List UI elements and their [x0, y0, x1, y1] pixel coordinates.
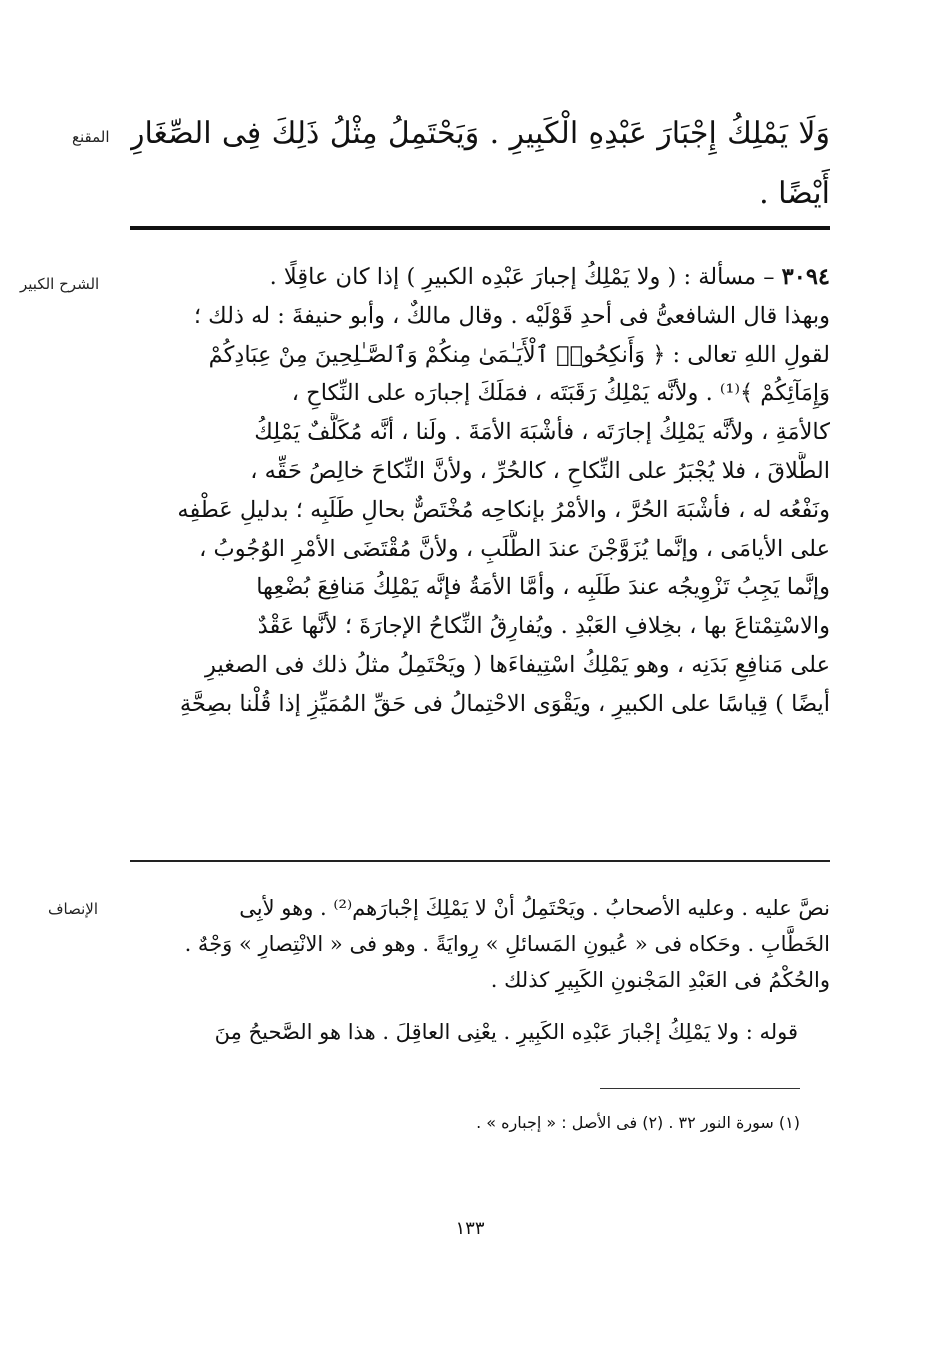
label-muqni: المقنع [72, 128, 110, 146]
section-divider [130, 860, 830, 862]
sharh-line: أيضًا ) قِياسًا على الكبيرِ ، ويَقْوَى الاحْتِمالُ فى حَقِّ المُمَيِّزِ إذا قُلْنا بصِحَّةِ [179, 690, 830, 717]
sharh-line: على مَنافِعِ بَدَنِه ، وهو يَمْلِكُ اسْتِيفاءَها ( ويَحْتَمِلُ مثلُ ذلك فى الصغيرِ [205, 651, 830, 678]
footnote-divider [600, 1088, 800, 1089]
insaf-line: نصَّ عليه . وعليه الأصحابُ . ويَحْتَمِلُ أنْ لا يَمْلِكَ إجْبارَهم⁽²⁾ . وهو لأبِى [239, 896, 830, 920]
issue-heading: – مسألة : ( ولا يَمْلِكُ إجبارَ عَبْدِه الكبيرِ ) إذا كان عاقِلًا . [269, 264, 782, 290]
sharh-line: والاسْتِمْتاعَ بها ، بخِلافِ العَبْدِ . ويُفارِقُ النِّكاحُ الإجارَةَ ؛ لأنَّها عَقْدٌ [257, 613, 830, 640]
insaf-text [130, 890, 830, 1050]
section-divider [130, 226, 830, 230]
insaf-line: والحُكْمُ فى العَبْدِ المَجْنونِ الكَبِيرِ كذلك . [490, 968, 830, 992]
matn-line: أَيْضًا . [759, 176, 830, 211]
label-insaf: الإنصاف [48, 900, 99, 918]
sharh-line: على الأيامَى ، وإنَّما يُزَوَّجْنَ عندَ الطَّلَبِ ، ولأنَّ مُقْتَضَى الأمْرِ الوُجُوبُ ، [199, 535, 830, 562]
insaf-line: الخَطَّابِ . وحَكاه فى « عُيونِ المَسائلِ » رِوايَةً . وهو فى « الانْتِصارِ » وَجْهٌ . [184, 932, 830, 956]
sharh-first-line [130, 258, 830, 297]
page-number: ١٣٣ [455, 1218, 485, 1239]
footnote: (١) سورة النور ٣٢ . [668, 1113, 800, 1132]
sharh-line: لقولِ اللهِ تعالى : ﴿ وَأَنكِحُوا۟ ٱلْأَيَـٰمَىٰ مِنكُمْ وَٱلصَّـٰلِحِينَ مِنْ عِبَادِكُمْ [208, 341, 830, 368]
sharh-line: وبهذا قال الشافعىُّ فى أحدِ قَوْلَيْه . وقال مالكٌ ، وأبو حنيفةَ : له ذلك ؛ [193, 302, 830, 329]
footnotes [300, 1106, 800, 1140]
paragraph-gap [130, 998, 830, 1014]
insaf-line: قوله : ولا يَمْلِكُ إجْبارَ عَبْدِه الكَبِيرِ . يعْنِى العاقِلَ . هذا هو الصَّحيحُ مِنَ [214, 1020, 798, 1044]
footnote: (٢) فى الأصل : « إجباره » . [476, 1113, 664, 1132]
sharh-line: وإنَّما يَجِبُ تَزْوِيجُه عندَ طَلَبِه ، وأمَّا الأمَةُ فإنَّه يَمْلِكُ مَنافِعَ بُضْعِها [256, 574, 830, 601]
sharh-line: وَإِمَآئِكُمْ ﴾⁽¹⁾ . ولأنَّه يَمْلِكُ رَقَبَتَه ، فمَلَكَ إجبارَه على النِّكاحِ ، [291, 380, 830, 407]
sharh-line: ونَفْعُه له ، فأشْبَهَ الحُرَّ ، والأمْرُ بإنكاحِه مُخْتَصٌّ بحالِ طَلَبِه ؛ بدليلِ عَطْفِه [177, 496, 830, 523]
matn-line: وَلَا يَمْلِكُ إِجْبَارَ عَبْدِهِ الْكَبِيرِ . وَيَحْتَمِلُ مِثْلُ ذَلِكَ فِى الصِّغَارِ [130, 116, 830, 151]
label-sharh: الشرح الكبير [20, 275, 100, 293]
issue-number: ٣٠٩٤ [781, 264, 830, 290]
matn-text [130, 104, 830, 224]
sharh-text [130, 258, 830, 724]
sharh-line: كالأمَةِ ، ولأنَّه يَمْلِكُ إجارَتَه ، فأشْبَهَ الأمَةَ . ولَنا ، أنَّه مُكَلَّفٌ يَمْلِكُ [254, 419, 830, 446]
sharh-line: الطَّلاقَ ، فلا يُجْبَرُ على النِّكاحِ ، كالحُرِّ ، ولأنَّ النِّكاحَ خالِصُ حَقِّه ، [250, 457, 830, 484]
